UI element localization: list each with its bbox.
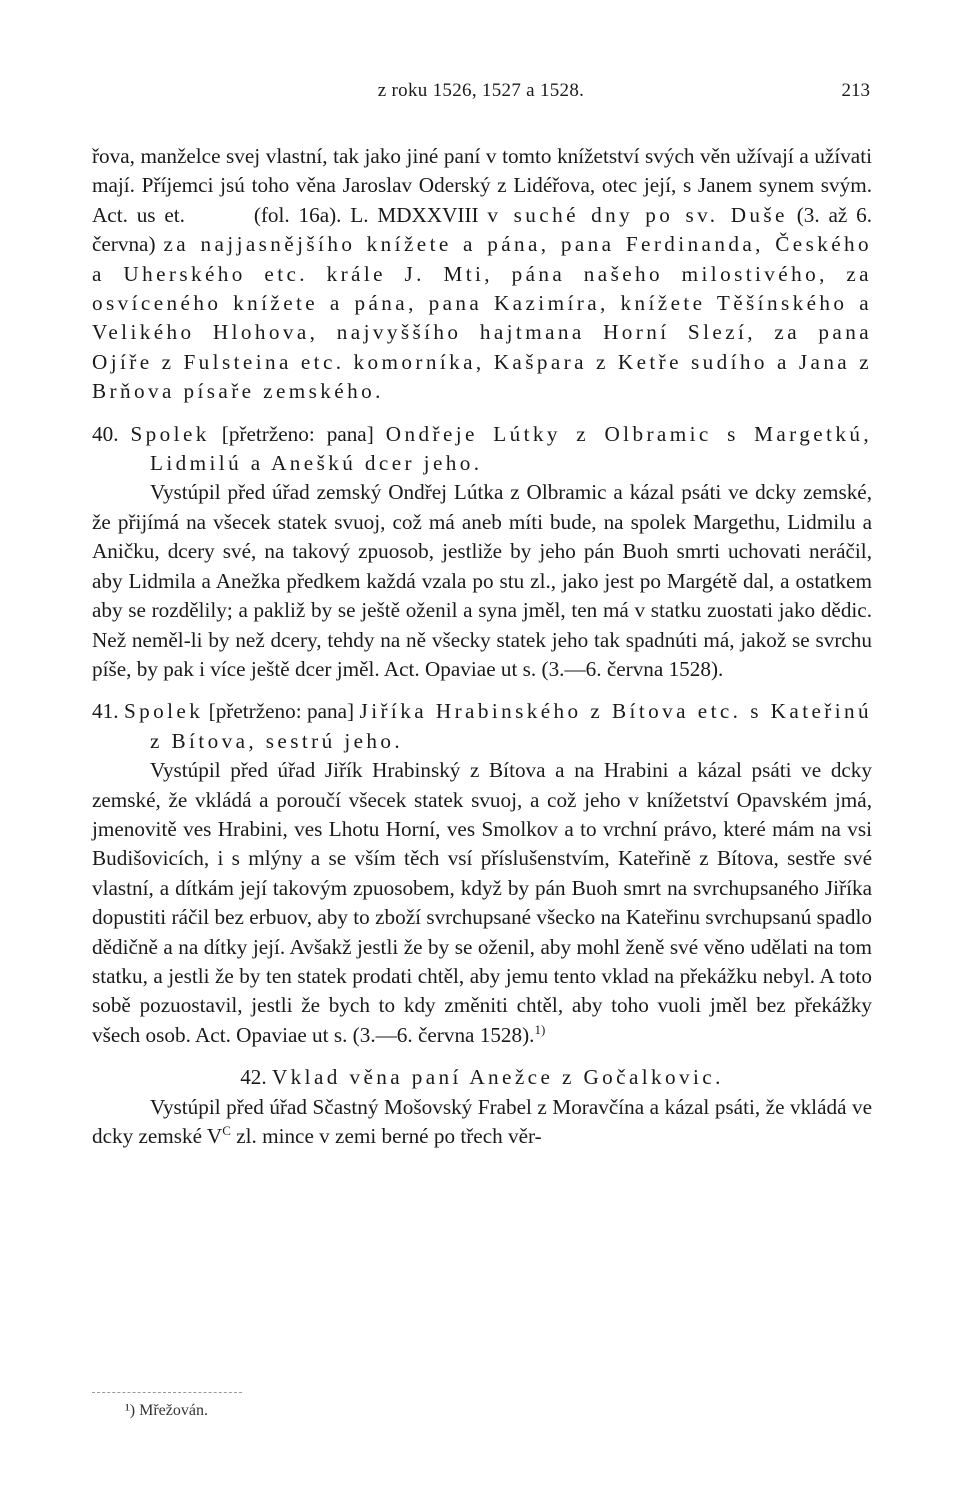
entry-heading-text: Ondřeje Lútky z Olbramic s Margetkú, Lidmilú a Aneškú dcer jeho.: [150, 421, 873, 476]
entry-number: 42.: [240, 1065, 267, 1090]
entry-heading-41: [92, 697, 872, 756]
running-title: z roku 1526, 1527 a 1528.: [377, 80, 585, 101]
editorial-note: [přetrženo: pana]: [208, 699, 355, 724]
entry-text-40: Vystúpil před úřad zemský Ondřej Lútka z Olbramic a kázal psáti ve dcky zemské, že přijímá na všecek statek svuoj, což má aneb míti bude, na spolek Margethu, Lidmilu a Aničku, dcery své, na takový zpuosob, jestliže by jeho pán Buoh smrti uchovati neráčil, aby Lidmila a Anežka předkem každá vzala po stu zl., jako jest po Margétě dal, a ostatkem aby se rozdělily; a pakliž by se ještě oženil a syna jměl, ten má v statku zuostati jako dědic. Než neměl-li by než dcery, tehdy na ně všecky statek jeho tak spadnúti má, jakož se svrchu píše, by pak i více ještě dcer jměl. Act. Opaviae ut s. (3.—6. června 1528).: [92, 480, 872, 681]
footnote-text: Mřežován.: [139, 1402, 208, 1419]
entry-heading-text: Spolek: [123, 699, 204, 724]
entry-number: 40.: [92, 421, 119, 446]
page-body: [92, 142, 872, 1151]
spaced-text: za najjasnějšího knížete a pána, pana Ferdinanda, Českého a Uherského etc. krále J. Mti, pána našeho milostivého, za osvíceného knížete a pána, pana Kazimíra, knížete Těšínského a Velikého Hlohova, najvyššího hajtmana Horní Slezí, za pana Ojíře z Fulsteina etc. komorníka, Kašpara z Ketře sudího a Jana z Brňova písaře zemského.: [92, 232, 872, 404]
entry-heading-text: Spolek: [130, 421, 210, 446]
entry-text-41: [92, 756, 872, 1050]
page-number: 213: [841, 80, 870, 101]
entry-heading-text: Vklad věna paní Anežce z Gočalkovic.: [271, 1065, 724, 1090]
entry-text: zl. mince v zemi berné po třech věr-: [236, 1124, 542, 1148]
date-range: (3. až 6. června): [92, 202, 872, 257]
entry-heading-40: [92, 420, 872, 479]
entry-heading-body: [92, 420, 872, 479]
folio-reference: (fol. 16a). L. MDXXVIII: [253, 202, 479, 227]
entry-text: Vystúpil před úřad Sčastný Mošovský Frabel z Moravčína a kázal psáti, že vkládá ve dcky zemské V: [92, 1094, 872, 1148]
entry-heading-text: Jiříka Hrabinského z Bítova etc. s Kateřinú z Bítova, sestrú jeho.: [150, 699, 873, 753]
spaced-text: v suché dny po sv. Duše: [487, 202, 788, 227]
entry-heading-42: [92, 1063, 872, 1092]
footnote: [125, 1402, 208, 1420]
paragraph-text: řova, manželce svej vlastní, tak jako jiné paní v tomto knížetství svých věn užívají a užívati mají. Příjemci jsú toho věna Jaroslav Oderský z Lidéřova, otec její, s Janem synem svým. Act. us et.: [92, 144, 872, 227]
editorial-note: [přetrženo: pana]: [221, 421, 374, 446]
superscript: C: [222, 1122, 231, 1138]
footnote-reference: 1): [534, 1021, 546, 1037]
entry-text-42: [92, 1093, 872, 1152]
page-header: [92, 80, 870, 110]
paragraph-continuation: [92, 142, 872, 407]
footnote-divider: [92, 1392, 242, 1393]
entry-number: 41.: [92, 699, 119, 724]
entry-text: Vystúpil před úřad Jiřík Hrabinský z Bítova a na Hrabini a kázal psáti ve dcky zemské, že vkládá a poroučí všecek statek svuoj, a což jeho v knížetství Opavském jmá, jmenovitě ves Hrabini, ves Lhotu Horní, ves Smolkov a to vrchní právo, které mám na vsi Budišovicích, i s mlýny a se vším těch vsí příslušenstvím, Kateřině z Bítova, sestře své vlastní, a dítkám její takovým zpuosobem, když by pán Buoh smrt na svrchupsaného Jiříka dopustiti ráčil bez erbuov, aby to zboží svrchupsané všecko na Kateřinu svrchupsanú spadlo dědičně a na dítky její. Avšakž jestli že by se oženil, aby mohl ženě své věno udělati na tom statku, a jestli že by ten statek prodati chtěl, aby jemu tento vklad na překážku nebyl. A toto sobě pozuostavil, jestli že bych to kdy změniti chtěl, aby toho vuoli jměl bez překážky všech osob. Act. Opaviae ut s. (3.—6. června 1528).: [92, 758, 872, 1047]
entry-heading-body: [92, 697, 872, 756]
footnote-mark: ¹): [125, 1402, 136, 1419]
